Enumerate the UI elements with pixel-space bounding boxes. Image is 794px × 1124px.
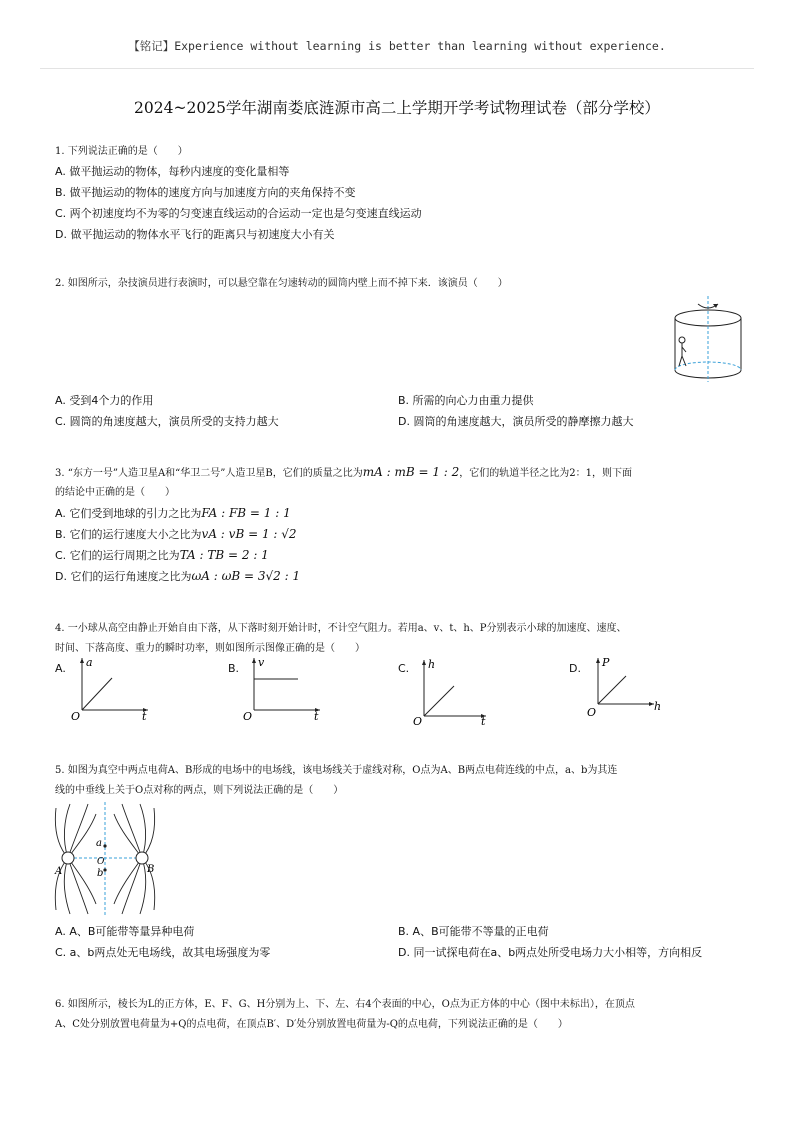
q4-label-a: A. [55,662,66,675]
question-5-stem-part1: 5. 如图为真空中两点电荷A、B形成的电场中的电场线，该电场线关于虚线对称，O点为A、B两点电荷连线的中点，a、b为其连 [55,765,618,776]
q4b-origin: O [243,710,253,723]
page-title: 2024~2025学年湖南娄底涟源市高二上学期开学考试物理试卷（部分学校） [134,99,660,117]
question-6-stem-part2: A、C处分别放置电荷量为+Q的点电荷，在顶点B′、D′处分别放置电荷量为-Q的点电荷，下列说法正确的是（ ） [55,1019,568,1030]
q1-option-c: C. 两个初速度均不为零的匀变速直线运动的合运动一定也是匀变速直线运动 [55,207,422,220]
point-o-label: O [97,857,105,867]
q4a-y-label: a [86,656,93,669]
question-4-stem-part1: 4. 一小球从高空由静止开始自由下落，从下落时刻开始计时，不计空气阻力。若用a、v、t、h、P分别表示小球的加速度、速度、 [55,623,627,634]
q4-graph-b [242,654,326,724]
q4a-x-label: t [142,710,147,723]
question-3-stem-part3: 的结论中正确的是（ ） [55,487,175,498]
q2-option-b: B. 所需的向心力由重力提供 [398,394,534,407]
q3-option-b-text: B. 它们的运行速度大小之比为 [55,528,202,541]
question-3-stem-part1: 3. “东方一号”人造卫星A和“华卫二号”人造卫星B，它们的质量之比为 [55,468,363,479]
q3-option-c-text: C. 它们的运行周期之比为 [55,549,180,562]
q4d-origin: O [587,706,597,719]
q4b-x-label: t [314,710,319,723]
q4-graph-c [412,654,496,726]
q5-option-b: B. A、B可能带不等量的正电荷 [398,925,549,938]
question-2-stem: 2. 如图所示，杂技演员进行表演时，可以悬空靠在匀速转动的圆筒内壁上而不掉下来．该演员（ ） [55,278,508,289]
q2-option-a: A. 受到4个力的作用 [55,394,154,407]
q4d-x-label: h [654,700,662,713]
q3-option-d-text: D. 它们的运行角速度之比为 [55,570,192,583]
q4-graph-a [70,654,154,724]
question-1-stem: 1. 下列说法正确的是（ ） [55,146,188,157]
q3-option-b-math: vA : vB = 1 : √2 [201,527,297,541]
q4c-origin: O [413,715,423,726]
q1-option-d: D. 做平抛运动的物体水平飞行的距离只与初速度大小有关 [55,228,335,241]
q3-option-c [55,547,269,564]
q3-option-d-math: ωA : ωB = 3√2 : 1 [191,569,301,583]
q4-label-d: D. [569,662,581,675]
q3-option-a-math: FA : FB = 1 : 1 [201,506,291,520]
q4a-origin: O [71,710,81,723]
q3-option-c-math: TA : TB = 2 : 1 [179,548,269,562]
question-6-stem-part1: 6. 如图所示，棱长为L的正方体，E、F、G、H分别为上、下、左、右4个表面的中心，O点为正方体的中心（图中未标出），在顶点 [55,999,635,1010]
q5-option-d: D. 同一试探电荷在a、b两点处所受电场力大小相等，方向相反 [398,946,703,959]
q3-option-a [55,505,291,522]
point-b-label: b [97,868,104,879]
q5-option-a: A. A、B可能带等量异种电荷 [55,925,195,938]
rotating-cylinder-figure [668,292,748,384]
q4c-y-label: h [428,658,436,671]
q4d-y-label: P [602,656,610,669]
q2-option-c: C. 圆筒的角速度越大，演员所受的支持力越大 [55,415,279,428]
q3-option-b [55,526,297,543]
q1-option-a: A. 做平抛运动的物体，每秒内速度的变化量相等 [55,165,290,178]
question-4-stem-part2: 时间、下落高度、重力的瞬时功率，则如图所示图像正确的是（ ） [55,643,365,654]
header-divider [40,68,754,69]
q4b-y-label: v [258,656,265,669]
q2-option-d: D. 圆筒的角速度越大，演员所受的静摩擦力越大 [398,415,634,428]
q4c-x-label: t [481,715,486,726]
q3-option-a-text: A. 它们受到地球的引力之比为 [55,507,202,520]
q1-option-b: B. 做平抛运动的物体的速度方向与加速度方向的夹角保持不变 [55,186,356,199]
point-a-label: a [96,838,102,849]
question-3-stem-part2: ，它们的轨道半径之比为2：1，则下面 [459,468,633,479]
question-5-stem-part2: 线的中垂线上关于O点对称的两点，则下列说法正确的是（ ） [55,785,344,796]
q5-option-c: C. a、b两点处无电场线，故其电场强度为零 [55,946,271,959]
header-motto: 【铭记】Experience without learning is better than learning without experience. [128,39,666,53]
q3-option-d [55,568,300,585]
q3-mass-ratio: mA : mB = 1 : 2 [362,465,460,479]
q4-label-c: C. [398,662,410,675]
charge-a-label: A [55,866,63,877]
electric-field-lines-figure [52,800,162,918]
charge-b-label: B [147,864,155,875]
q4-label-b: B. [228,662,240,675]
q4-graph-d [586,654,670,720]
